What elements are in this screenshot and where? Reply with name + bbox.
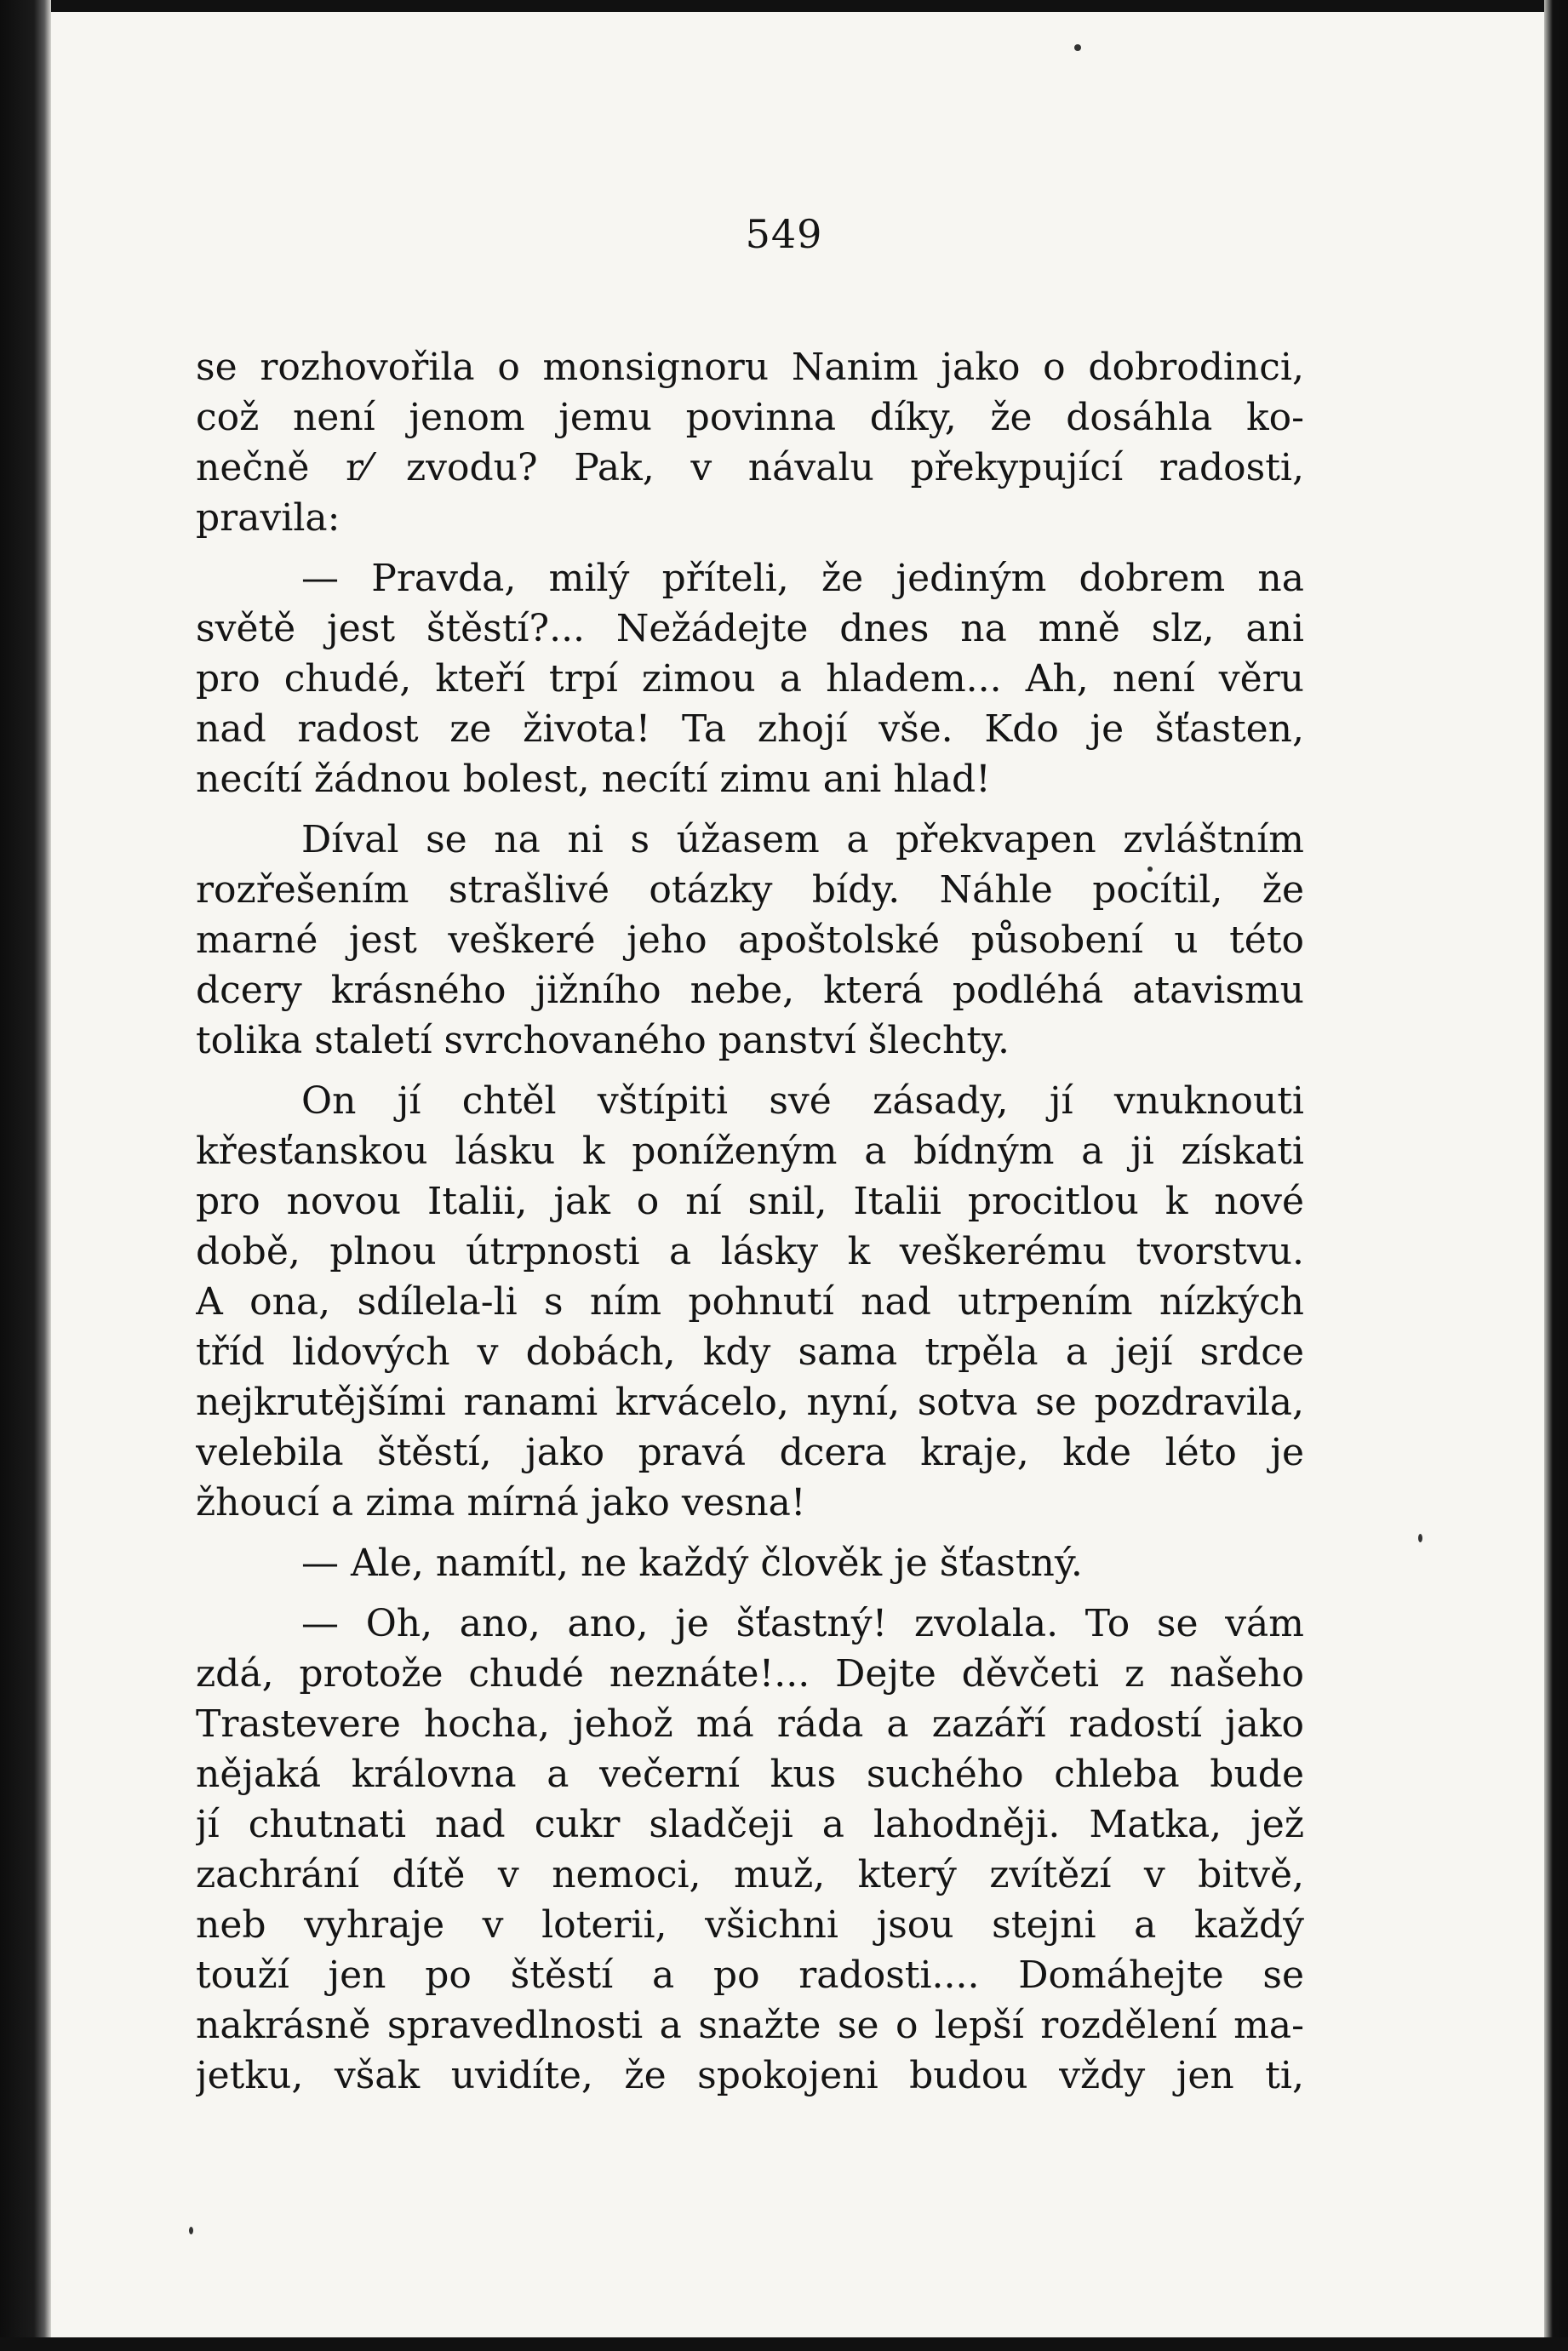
- text-line: dcery krásného jižního nebe, která podléhá atavismu: [196, 969, 1304, 1012]
- text-line: pro chudé, kteří trpí zimou a hladem... Ah, není věru: [196, 657, 1304, 701]
- text-line: nakrásně spravedlnosti a snažte se o lepší rozdělení ma-: [196, 2004, 1304, 2047]
- scan-speck: [1418, 1534, 1422, 1542]
- text-line: světě jest štěstí?... Nežádejte dnes na mně slz, ani: [196, 607, 1304, 650]
- text-line: což není jenom jemu povinna díky, že dosáhla ko-: [196, 396, 1304, 439]
- text-line: marné jest veškeré jeho apoštolské působení u této: [196, 918, 1304, 962]
- text-line: nejkrutějšími ranami krvácelo, nyní, sotva se pozdravila,: [196, 1381, 1304, 1424]
- text-line: Díval se na ni s úžasem a překvapen zvláštním: [301, 818, 1304, 861]
- text-line: tolika staletí svrchovaného panství šlechty.: [196, 1019, 1010, 1062]
- body-text: [196, 342, 1304, 2101]
- text-line: jetku, však uvidíte, že spokojeni budou vždy jen ti,: [196, 2054, 1304, 2097]
- text-line: pro novou Italii, jak o ní snil, Italii procitlou k nové: [196, 1180, 1304, 1223]
- text-line: zdá, protože chudé neznáte!... Dejte děvčeti z našeho: [196, 1652, 1304, 1696]
- text-line: velebila štěstí, jako pravá dcera kraje, kde léto je: [196, 1431, 1304, 1474]
- scan-border-bottom: [0, 2337, 1568, 2351]
- text-line: touží jen po štěstí a po radosti.... Domáhejte se: [196, 1953, 1304, 1997]
- text-line: On jí chtěl vštípiti své zásady, jí vnuknouti: [301, 1079, 1304, 1123]
- scan-speck: [1074, 44, 1081, 51]
- text-line: pravila:: [196, 496, 340, 540]
- text-line: tříd lidových v dobách, kdy sama trpěla a její srdce: [196, 1330, 1304, 1374]
- text-line: — Oh, ano, ano, je šťastný! zvolala. To se vám: [301, 1602, 1304, 1645]
- text-line: nad radost ze života! Ta zhojí vše. Kdo je šťasten,: [196, 707, 1304, 751]
- text-line: rozřešením strašlivé otázky bídy. Náhle pocítil, že: [196, 868, 1304, 912]
- text-line: — Ale, namítl, ne každý člověk je šťastný.: [301, 1542, 1083, 1585]
- text-line: jí chutnati nad cukr sladčeji a lahodněji. Matka, jež: [196, 1803, 1304, 1846]
- text-line: době, plnou útrpnosti a lásky k veškerému tvorstvu.: [196, 1230, 1304, 1273]
- text-line: Trastevere hocha, jehož má ráda a zazáří radostí jako: [196, 1702, 1304, 1746]
- scan-speck: [189, 2227, 193, 2234]
- text-line: A ona, sdílela-li s ním pohnutí nad utrpením nízkých: [196, 1280, 1304, 1324]
- text-line: — Pravda, milý příteli, že jediným dobrem na: [301, 557, 1304, 600]
- text-line: žhoucí a zima mírná jako vesna!: [196, 1481, 806, 1524]
- text-line: nečně r⁄ zvodu? Pak, v návalu překypující radosti,: [196, 446, 1304, 489]
- text-line: křesťanskou lásku k poníženým a bídným a ji získati: [196, 1130, 1304, 1173]
- page-number: 549: [745, 211, 823, 257]
- scan-border-right: [1544, 0, 1568, 2351]
- text-line: neb vyhraje v loterii, všichni jsou stejni a každý: [196, 1903, 1304, 1947]
- text-line: nějaká královna a večerní kus suchého chleba bude: [196, 1753, 1304, 1796]
- scan-border-left: [0, 0, 51, 2351]
- text-line: necítí žádnou bolest, necítí zimu ani hlad!: [196, 758, 991, 801]
- text-line: se rozhovořila o monsignoru Nanim jako o dobrodinci,: [196, 346, 1304, 389]
- scan-border-top: [0, 0, 1568, 12]
- text-line: zachrání dítě v nemoci, muž, který zvítězí v bitvě,: [196, 1853, 1304, 1896]
